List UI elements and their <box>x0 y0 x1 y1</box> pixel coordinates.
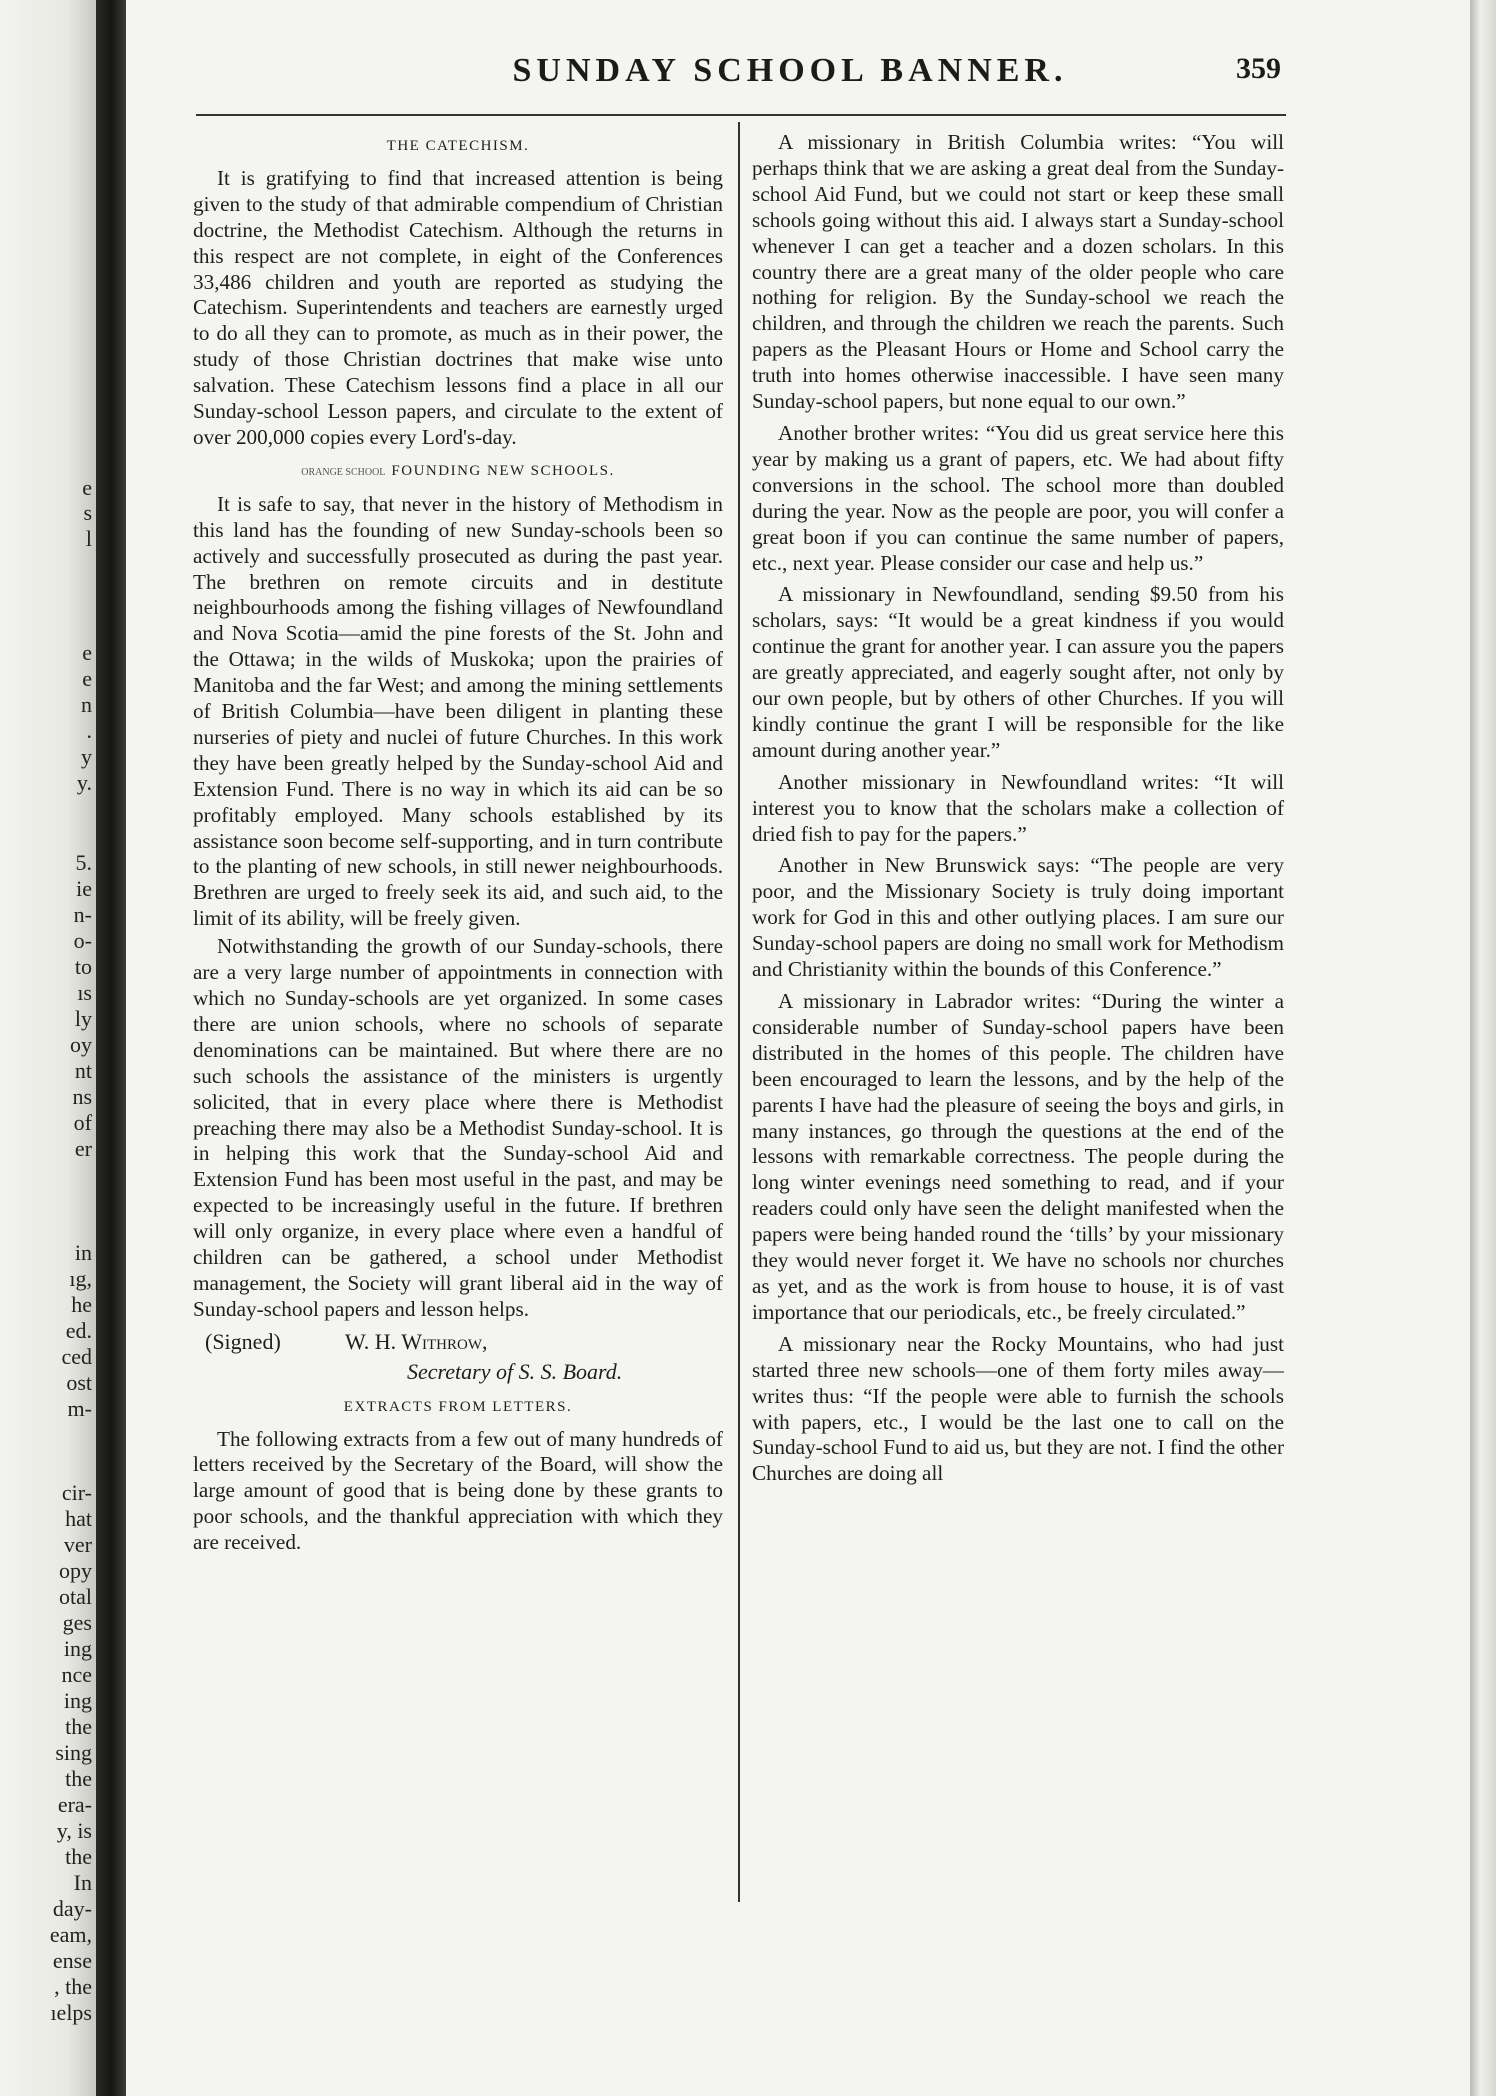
facing-page-fragment: ing <box>63 1688 92 1713</box>
letter-british-columbia: A missionary in British Columbia writes: “You will perhaps think that we are asking a great deal from the Sunday-school Aid Fund, but we could not start or keep these small schools going without this aid. I always start a Sunday-school whenever I can get a teacher and a dozen scholars. In this country there are a great many of the older people who care nothing for religion. By the Sunday-school we reach the children, and through the children we reach the parents. Such papers as the Pleasant Hours or Home and School carry the truth into homes otherwise inaccessible. I have seen many Sunday-school papers, but none equal to our own.” <box>752 130 1284 414</box>
signer-title: Secretary of S. S. Board. <box>407 1358 623 1384</box>
header-rule <box>196 114 1286 116</box>
facing-page-fragment: otal <box>59 1584 92 1609</box>
facing-page-fragment: , the <box>54 1974 92 1999</box>
facing-page-fragment: of <box>73 1110 92 1135</box>
facing-page-fragment: y <box>81 744 92 769</box>
letter-rocky-mountains: A missionary near the Rocky Mountains, who had just started three new schools—one of them forty miles away—writes thus: “If the people were able to furnish the schools with papers, etc., I would be the last one to call on the Sunday-school Fund to aid us, but they are not. I find the other Churches are doing all <box>752 1331 1284 1486</box>
page-right-edge <box>1470 0 1496 2096</box>
facing-page-fragment: l <box>85 526 92 551</box>
facing-page-fragment: he <box>71 1292 92 1317</box>
catechism-paragraph: It is gratifying to find that increased attention is being given to the study of that admirable compendium of Christian doctrine, the Methodist Catechism. Although the returns in this respect are not complete, in eight of the Conferences 33,486 children and youth are reported as studying the Catechism. Superintendents and teachers are earnestly urged to do all they can to promote, as much as in their power, the study of those Christian doctrines that make wise unto salvation. These Catechism lessons find a place in all our Sunday-school Lesson papers, and circulate to the extent of over 200,000 copies every Lord's-day. <box>193 165 723 449</box>
extracts-heading: EXTRACTS FROM LETTERS. <box>343 1398 573 1415</box>
signature-block <box>193 1329 723 1355</box>
facing-page-fragment: ost <box>66 1370 92 1395</box>
facing-page-fragment: ges <box>62 1610 92 1635</box>
letter-new-brunswick: Another in New Brunswick says: “The people are very poor, and the Missionary Society is truly doing important work for God in this and other outlying places. I am sure our Sunday-school papers are doing no small work for Methodism and Christianity within the bounds of this Conference.” <box>752 853 1284 982</box>
facing-page-fragment: ıg, <box>69 1266 92 1291</box>
facing-page-edge <box>0 0 96 2096</box>
facing-page-fragment: sing <box>55 1740 92 1765</box>
facing-page-fragment: oy <box>70 1032 92 1057</box>
facing-page-fragment: e <box>82 475 92 500</box>
facing-page-fragment: 5. <box>75 850 92 875</box>
signed-label: (Signed) <box>205 1328 281 1354</box>
facing-page-fragment: nce <box>61 1662 92 1687</box>
facing-page-fragment: ense <box>52 1948 92 1973</box>
facing-page-fragment: n <box>81 692 92 717</box>
facing-page-fragment: ie <box>76 876 92 901</box>
facing-page-fragment: s <box>83 500 92 525</box>
facing-page-fragment: to <box>74 954 92 979</box>
letter-newfoundland-2: Another missionary in Newfoundland writes: “It will interest you to know that the scholars make a collection of dried fish to pay for the papers.” <box>752 769 1284 846</box>
founding-paragraph-1: It is safe to say, that never in the history of Methodism in this land has the founding of new Sunday-schools been so actively and successfully prosecuted as during the past year. The brethren on remote circuits and in destitute neighbourhoods among the fishing villages of Newfoundland and Nova Scotia—amid the pine forests of the St. John and the Ottawa; in the wilds of Muskoka; upon the prairies of Manitoba and the far West; and among the mining settlements of British Columbia—have been diligent in planting these nurseries of piety and nuclei of future Churches. In this work they have been greatly helped by the Sunday-school Aid and Extension Fund. There is no way in which its aid can be so profitably employed. Many schools established by its assistance soon become self-supporting, and in turn contribute to the planting of new schools, in still newer neighbourhoods. Brethren are urged to freely seek its aid, and such aid, to the limit of its ability, will be freely given. <box>193 491 723 931</box>
facing-page-fragment: o- <box>73 928 92 953</box>
facing-page-fragment: In <box>73 1870 92 1895</box>
facing-page-fragment: the <box>65 1766 92 1791</box>
catechism-heading: THE CATECHISM. <box>386 138 530 154</box>
facing-page-fragment: . <box>86 718 92 743</box>
facing-page-fragment: the <box>65 1714 92 1739</box>
founding-heading-text: FOUNDING NEW SCHOOLS. <box>391 462 615 479</box>
right-column <box>752 130 1284 1493</box>
page-number: 359 <box>1236 52 1281 85</box>
founding-paragraph-2: Notwithstanding the growth of our Sunday-schools, there are a very large number of appointments in connection with which no Sunday-schools are yet organized. In some cases there are union schools, where no schools of separate denominations can be maintained. But where there are no such schools the assistance of the ministers is urgently solicited, that in every place where there is Methodist preaching there may also be a Methodist Sunday-school. It is in helping this work that the Sunday-school Aid and Extension Fund has been most useful in the past, and may be expected to be increasingly useful in the future. If brethren will only organize, in every place where even a handful of children can be gathered, a school under Methodist management, the Society will grant liberal aid in the way of Sunday-school papers and lesson helps. <box>193 934 723 1321</box>
facing-page-fragment: in <box>74 1240 92 1265</box>
running-title: SUNDAY SCHOOL BANNER. <box>512 52 1068 89</box>
facing-page-fragment: ns <box>72 1084 92 1109</box>
founding-heading <box>193 459 723 486</box>
heading-prefix: ORANGE SCHOOL <box>301 466 386 478</box>
facing-page-fragment: y, is <box>56 1818 92 1843</box>
column-divider <box>738 122 740 1902</box>
letter-labrador: A missionary in Labrador writes: “During the winter a considerable number of Sunday-school papers have been distributed in the homes of this people. The children have been encouraged to learn the lessons, and by the help of the parents I have had the pleasure of seeing the boys and girls, in many instances, go through the questions at the end of the lessons with remarkable correctness. The people during the long winter evenings need something to read, and if your readers could only have seen the delight manifested when the papers were being handed round the ‘tills’ by your missionary they would never forget it. We have no schools nor churches as yet, and as the work is from house to house, it is of vast importance that our periodicals, etc., be freely circulated.” <box>752 989 1284 1324</box>
facing-page-fragment: ed. <box>65 1318 92 1343</box>
facing-page-fragment: era- <box>57 1792 92 1817</box>
book-spine <box>96 0 126 2096</box>
left-column <box>193 130 723 1562</box>
facing-page-fragment: ıelps <box>50 2000 92 2025</box>
facing-page-fragment: eam, <box>49 1922 92 1947</box>
facing-page-fragment: nt <box>74 1058 92 1083</box>
extracts-paragraph: The following extracts from a few out of many hundreds of letters received by the Secretary of the Board, will show the large amount of good that is being done by these grants to poor schools, and the thankful appreciation with which they are received. <box>193 1426 723 1555</box>
facing-page-fragment: e <box>82 640 92 665</box>
facing-page-fragment: opy <box>59 1558 92 1583</box>
facing-page-fragment: ly <box>74 1006 92 1031</box>
facing-page-fragment: hat <box>65 1506 92 1531</box>
facing-page-fragment: ıs <box>77 980 92 1005</box>
facing-page-fragment: e <box>82 666 92 691</box>
facing-page-fragment: m- <box>67 1396 92 1421</box>
facing-page-fragment: y. <box>76 770 92 795</box>
signer-name: W. H. Withrow, <box>345 1328 488 1354</box>
letter-newfoundland-1: A missionary in Newfoundland, sending $9.50 from his scholars, says: “It would be a great kindness if you would continue the grant for another year. I can assure you the papers are greatly appreciated, and eagerly sought after, not only by our own people, but by others of other Churches. If you will kindly continue the grant I will be responsible for the like amount during another year.” <box>752 582 1284 762</box>
facing-page-fragment: the <box>65 1844 92 1869</box>
facing-page-fragment: ing <box>63 1636 92 1661</box>
facing-page-fragment: cir- <box>61 1480 92 1505</box>
facing-page-fragment: n- <box>73 902 92 927</box>
facing-page-fragment: day- <box>52 1896 92 1921</box>
facing-page-fragment: ver <box>63 1532 92 1557</box>
letter-another-brother: Another brother writes: “You did us great service here this year by making us a grant of papers, etc. We had about fifty conversions in the school. The school more than doubled during the year. Now as the people are poor, you will confer a great boon if you can continue the same number of papers, etc., next year. Please consider our case and help us.” <box>752 420 1284 575</box>
facing-page-fragment: er <box>74 1136 92 1161</box>
facing-page-fragment: ced <box>61 1344 92 1369</box>
